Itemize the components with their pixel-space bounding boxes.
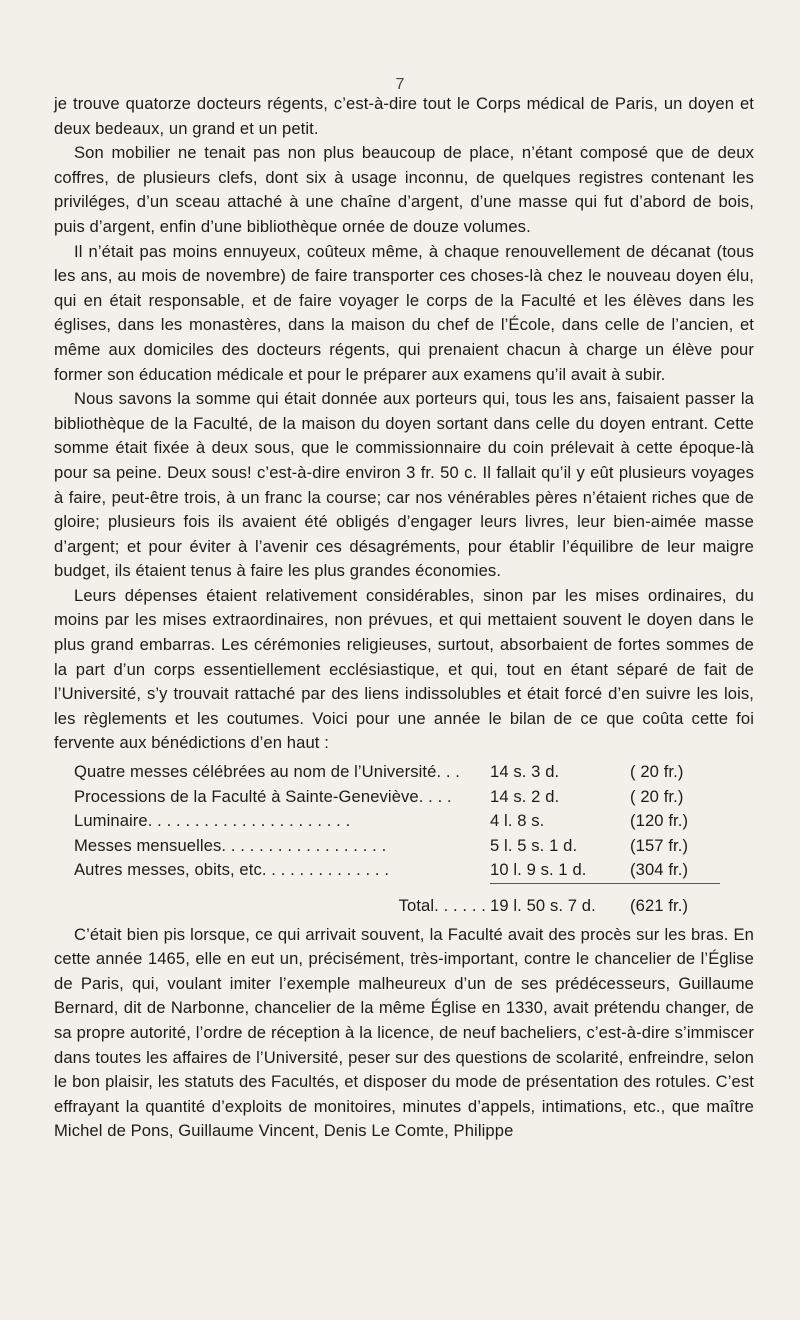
ledger-label: Luminaire. . . . . . . . . . . . . . . . . . . . . . [74,811,351,831]
ledger-amount: 14 s. 3 d. [490,762,560,782]
ledger-row [74,858,720,883]
paragraph-4: Nous savons la somme qui était donnée aux porteurs qui, tous les ans, faisaient passer la bibliothèque de la Faculté, de la maison du doyen sortant dans celle du doyen entrant. Cette somme était fixée à deux sous, que le commissionnaire du coin prélevait à cette époque-là pour sa peine. Deux sous! c’est-à-dire environ 3 fr. 50 c. Il fallait qu’il y eût plusieurs voyages à faire, peut-être trois, à un franc la course; car nos vénérables pères n’étaient riches que de gloire; plusieurs fois ils avaient été obligés d’engager leurs livres, leur bien-aimée masse d’argent; et pour éviter à l’avenir ces désagréments, pour établir l’équilibre de leur maigre budget, ils étaient tenus à faire les plus grandes économies. [54,389,754,581]
ledger-row [74,760,720,785]
ledger-row [74,809,720,834]
ledger-francs: ( 20 fr.) [630,762,684,782]
ledger-total-francs: (621 fr.) [630,884,720,919]
ledger-amount: 5 l. 5 s. 1 d. [490,835,578,855]
ledger-label: Processions de la Faculté à Sainte-Geneviève. . . . [74,786,452,806]
ledger-total-row [74,884,720,919]
ledger-francs: (304 fr.) [630,860,689,880]
expense-ledger [74,760,720,919]
ledger-label: Autres messes, obits, etc. . . . . . . . . . . . . . [74,860,390,880]
ledger-label: Quatre messes célébrées au nom de l’Université. . . [74,762,461,782]
ledger-francs: (157 fr.) [630,835,689,855]
ledger-amount: 4 l. 8 s. [490,811,545,831]
ledger-label: Messes mensuelles. . . . . . . . . . . . . . . . . . [74,835,387,855]
ledger-francs: ( 20 fr.) [630,786,684,806]
paragraph-6: C’était bien pis lorsque, ce qui arrivait souvent, la Faculté avait des procès sur les bras. En cette année 1465, elle en eut un, précisément, très-important, contre le chancelier de l’Église de Paris, qui, voulant imiter l’exemple malheureux d’un de ses prédécesseurs, Guillaume Bernard, dit de Narbonne, chancelier de la même Église en 1330, avait prétendu changer, de sa propre autorité, l’ordre de réception à la licence, de neuf bacheliers, c’est-à-dire s’immiscer dans toutes les affaires de l’Université, peser sur des questions de scolarité, enfreindre, selon le bon plaisir, les statuts des Facultés, et disposer du mode de présentation des rotules. C’est effrayant la quantité d’exploits de monitoires, minutes d’appels, intimations, etc., que maître Michel de Pons, Guillaume Vincent, Denis Le Comte, Philippe [54,924,754,1141]
ledger-row [74,785,720,810]
page-number: 7 [395,76,405,93]
ledger-row [74,834,720,859]
paragraph-5: Leurs dépenses étaient relativement considérables, sinon par les mises ordinaires, du moins par les mises extraordinaires, non prévues, et qui mettaient souvent le doyen dans le plus grand embarras. Les cérémonies religieuses, surtout, absorbaient de fortes sommes de la part d’un corps essentiellement ecclésiastique, et qui, tout en étant séparé de fait de l’Université, s’y trouvait rattaché par des liens indissolubles et était forcé d’en suivre les lois, les règlements et les coutumes. Voici pour une année le bilan de ce que coûta cette foi fervente aux bénédictions d’en haut : [54,585,754,753]
ledger-francs: (120 fr.) [630,811,689,831]
body-text [54,92,754,1144]
ledger-amount: 10 l. 9 s. 1 d. [490,860,587,880]
ledger-total-amount: 19 l. 50 s. 7 d. [490,884,630,919]
paragraph-2: Son mobilier ne tenait pas non plus beaucoup de place, n’étant composé que de deux coffres, de plusieurs clefs, dont six à usage inconnu, de quelques registres contenant les priviléges, d’un sceau attaché à une chaîne d’argent, d’une masse qui fut d’abord de bois, puis d’argent, enfin d’une bibliothèque ornée de douze volumes. [54,143,754,236]
ledger-amount: 14 s. 2 d. [490,786,560,806]
paragraph-1: je trouve quatorze docteurs régents, c’est-à-dire tout le Corps médical de Paris, un doyen et deux bedeaux, un grand et un petit. [54,94,754,138]
ledger-total-label: Total. . . . . . [398,895,486,915]
paragraph-3: Il n’était pas moins ennuyeux, coûteux même, à chaque renouvellement de décanat (tous les ans, au mois de novembre) de faire transporter ces choses-là chez le nouveau doyen élu, qui en était responsable, et de faire voyager le corps de la Faculté et les élèves dans les églises, dans les monastères, dans la maison du chef de l’École, dans celle de l’ancien, et même aux domiciles des docteurs régents, qui prenaient chacun à charge un élève pour former son éducation médicale et pour le préparer aux examens qu’il avait à subir. [54,241,754,384]
